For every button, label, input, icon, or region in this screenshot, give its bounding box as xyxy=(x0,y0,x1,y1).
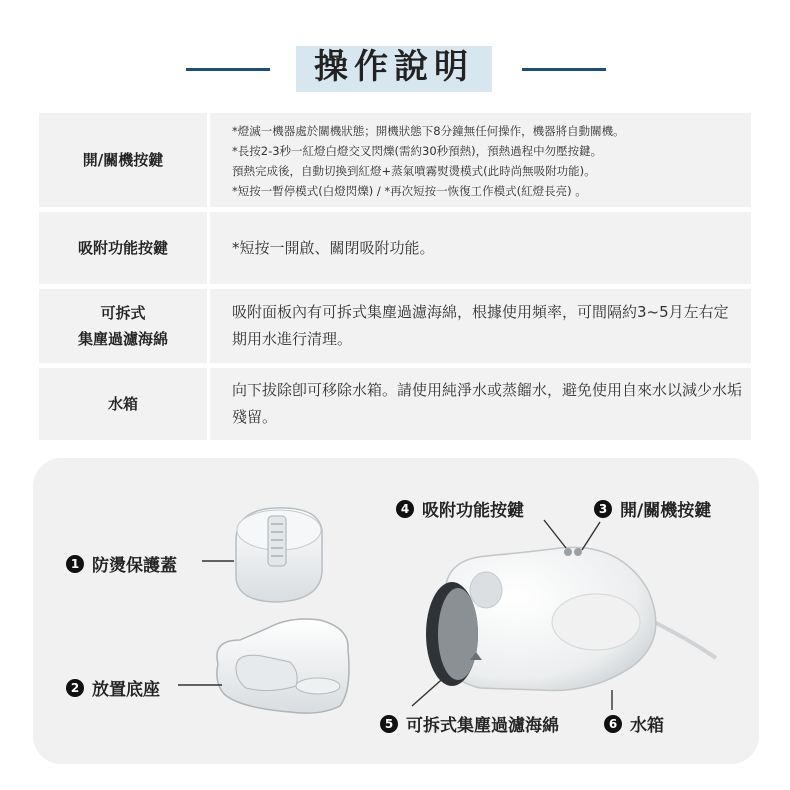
row-description: *短按一開啟、關閉吸附功能。 xyxy=(232,238,435,257)
stand-base-image xyxy=(217,619,349,713)
row-label: 開/關機按鍵 xyxy=(82,151,164,169)
protective-cap-image xyxy=(236,508,322,602)
callout-stand-base: 2 放置底座 xyxy=(66,675,160,700)
callout-protective-cap: 1 防燙保護蓋 xyxy=(66,551,177,576)
row-label: 吸附功能按鍵 xyxy=(77,239,168,257)
page-title: 操作說明 xyxy=(314,47,474,87)
callout-water-tank: 6 水箱 xyxy=(604,711,664,736)
device-body-image xyxy=(426,547,716,690)
callout-filter-sponge: 5 可拆式集塵過濾海綿 xyxy=(380,711,559,736)
row-description: 吸附面板內有可拆式集塵過濾海綿，根據使用頻率，可間隔約3~5月左右定期用水進行清理。 xyxy=(232,303,729,348)
row-description: *燈滅一機器處於關機狀態；開機狀態下8分鐘無任何操作，機器將自動關機。 *長按2-3秒一紅燈白燈交叉閃爍(需約30秒預熱)，預熱過程中勿壓按鍵。 預熱完成後，自動切換到紅燈+蒸氣噴霧熨燙模式(此時尚無吸附功能)。 *短按一暫停模式(白燈閃爍) / *再次短按一恢復工作模式(紅燈長亮) 。 xyxy=(232,124,625,198)
row-label: 水箱 xyxy=(107,395,138,413)
callout-power-button: 3 開/關機按鍵 xyxy=(594,496,711,521)
callout-suction-button: 4 吸附功能按鍵 xyxy=(396,496,524,521)
row-label: 可拆式 集塵過濾海綿 xyxy=(77,304,168,348)
row-description: 向下拔除卽可移除水箱。請使用純淨水或蒸餾水，避免使用自來水以減少水垢殘留。 xyxy=(232,381,743,426)
